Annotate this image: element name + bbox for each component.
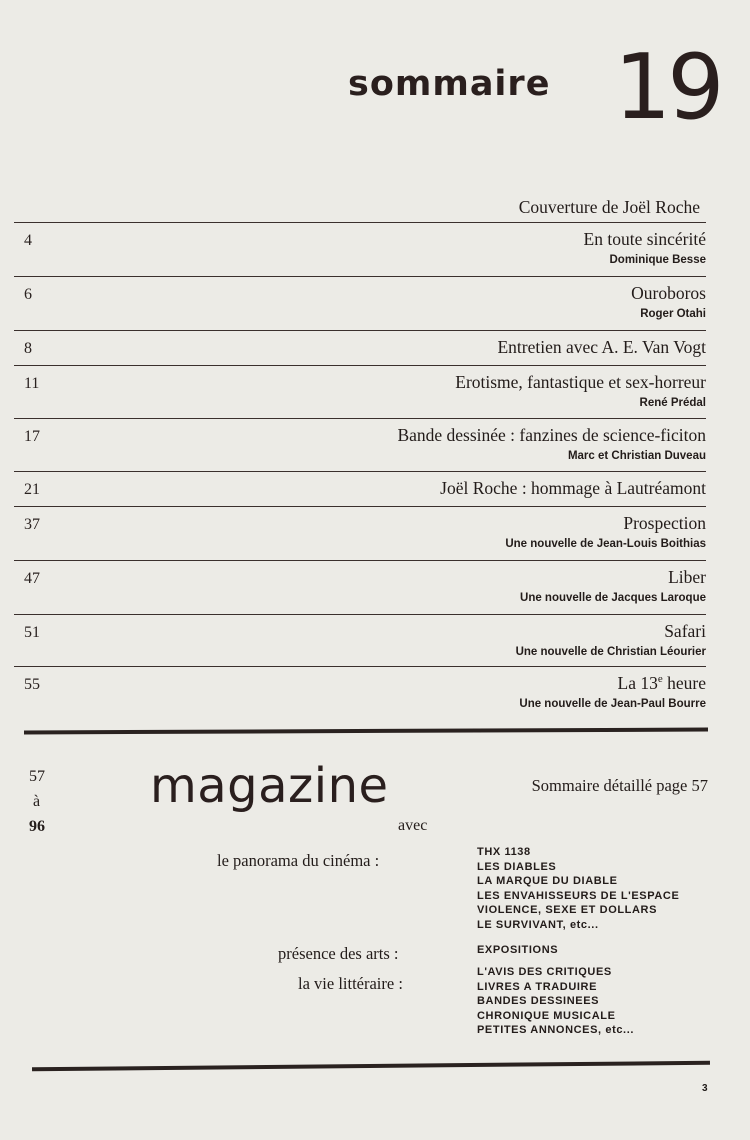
list-item: LES DIABLES [477, 860, 557, 873]
magazine-avec: avec [398, 817, 428, 834]
entry-page: 21 [24, 481, 40, 498]
entry-title: Prospection [623, 513, 706, 533]
list-item: LIVRES A TRADUIRE [477, 980, 598, 993]
entry-author: Une nouvelle de Jean-Paul Bourre [519, 698, 706, 710]
list-item: BANDES DESSINEES [477, 995, 600, 1007]
entry-author: Une nouvelle de Jacques Laroque [520, 592, 706, 604]
magazine-title: magazine [150, 758, 389, 814]
arts-list [477, 943, 558, 958]
page-number: 3 [702, 1083, 708, 1094]
entry-page: 51 [24, 624, 40, 641]
cinema-label: le panorama du cinéma : [217, 851, 380, 870]
entry-title: La 13e heure [617, 673, 706, 693]
entry-page: 6 [24, 286, 32, 303]
divider [14, 276, 706, 277]
magazine-page-to: 96 [29, 818, 45, 835]
entry-author: René Prédal [639, 397, 706, 409]
toc-entry [14, 668, 706, 722]
arts-label: présence des arts : [278, 944, 399, 963]
entry-title: Liber [668, 567, 706, 587]
list-item: EXPOSITIONS [477, 944, 559, 956]
toc-entry [14, 367, 706, 421]
entry-title: Bande dessinée : fanzines de science-ficiton [397, 425, 706, 445]
entry-title: Ouroboros [631, 283, 706, 303]
magazine-detail: Sommaire détaillé page 57 [531, 776, 708, 795]
toc-entry [14, 508, 706, 562]
list-item: THX 1138 [477, 846, 531, 858]
entry-page: 11 [24, 375, 40, 392]
divider [14, 614, 706, 615]
bottom-divider [32, 1061, 710, 1072]
entry-page: 47 [24, 570, 40, 587]
list-item: PETITES ANNONCES, etc... [477, 1024, 635, 1036]
list-item: LE SURVIVANT, etc... [477, 918, 599, 931]
divider [14, 471, 706, 472]
divider [14, 222, 706, 223]
toc-entry [14, 278, 706, 332]
magazine-page-from: 57 [29, 768, 45, 785]
entry-page: 8 [24, 340, 32, 357]
entry-author: Dominique Besse [609, 254, 706, 266]
entry-title: En toute sincérité [583, 229, 706, 249]
entry-title: Joël Roche : hommage à Lautréamont [440, 478, 706, 498]
entry-author: Roger Otahi [640, 308, 706, 320]
entry-author: Une nouvelle de Jean-Louis Boithias [505, 538, 706, 550]
divider [14, 418, 706, 419]
magazine-pages-a: à [33, 793, 41, 810]
entry-author: Une nouvelle de Christian Léourier [515, 646, 706, 658]
cover-credit: Couverture de Joël Roche [518, 197, 700, 217]
entry-page: 4 [24, 232, 32, 249]
divider [14, 560, 706, 561]
entry-author: Marc et Christian Duveau [567, 450, 706, 462]
divider [14, 365, 706, 366]
section-divider [24, 728, 708, 735]
entry-title: Erotisme, fantastique et sex-horreur [455, 372, 706, 392]
divider [14, 666, 706, 667]
entry-page: 55 [24, 676, 40, 693]
list-item: CHRONIQUE MUSICALE [477, 1009, 616, 1022]
sommaire-heading: sommaire [348, 64, 551, 104]
cinema-list [477, 845, 679, 932]
entry-title: Safari [664, 621, 706, 641]
litterature-list [477, 965, 634, 1038]
entry-title: Entretien avec A. E. Van Vogt [497, 337, 706, 357]
entry-page: 37 [24, 516, 40, 533]
toc-entry [14, 562, 706, 616]
toc-entry [14, 616, 706, 670]
entry-page: 17 [24, 428, 40, 445]
list-item: LES ENVAHISSEURS DE L'ESPACE [477, 889, 680, 902]
list-item: VIOLENCE, SEXE ET DOLLARS [477, 904, 658, 916]
toc-entry [14, 420, 706, 474]
list-item: LA MARQUE DU DIABLE [477, 875, 618, 887]
divider [14, 506, 706, 507]
list-item: L'AVIS DES CRITIQUES [477, 966, 612, 978]
litterature-label: la vie littéraire : [298, 974, 403, 993]
divider [14, 330, 706, 331]
issue-number: 19 [614, 35, 721, 140]
toc-entry [14, 224, 706, 278]
